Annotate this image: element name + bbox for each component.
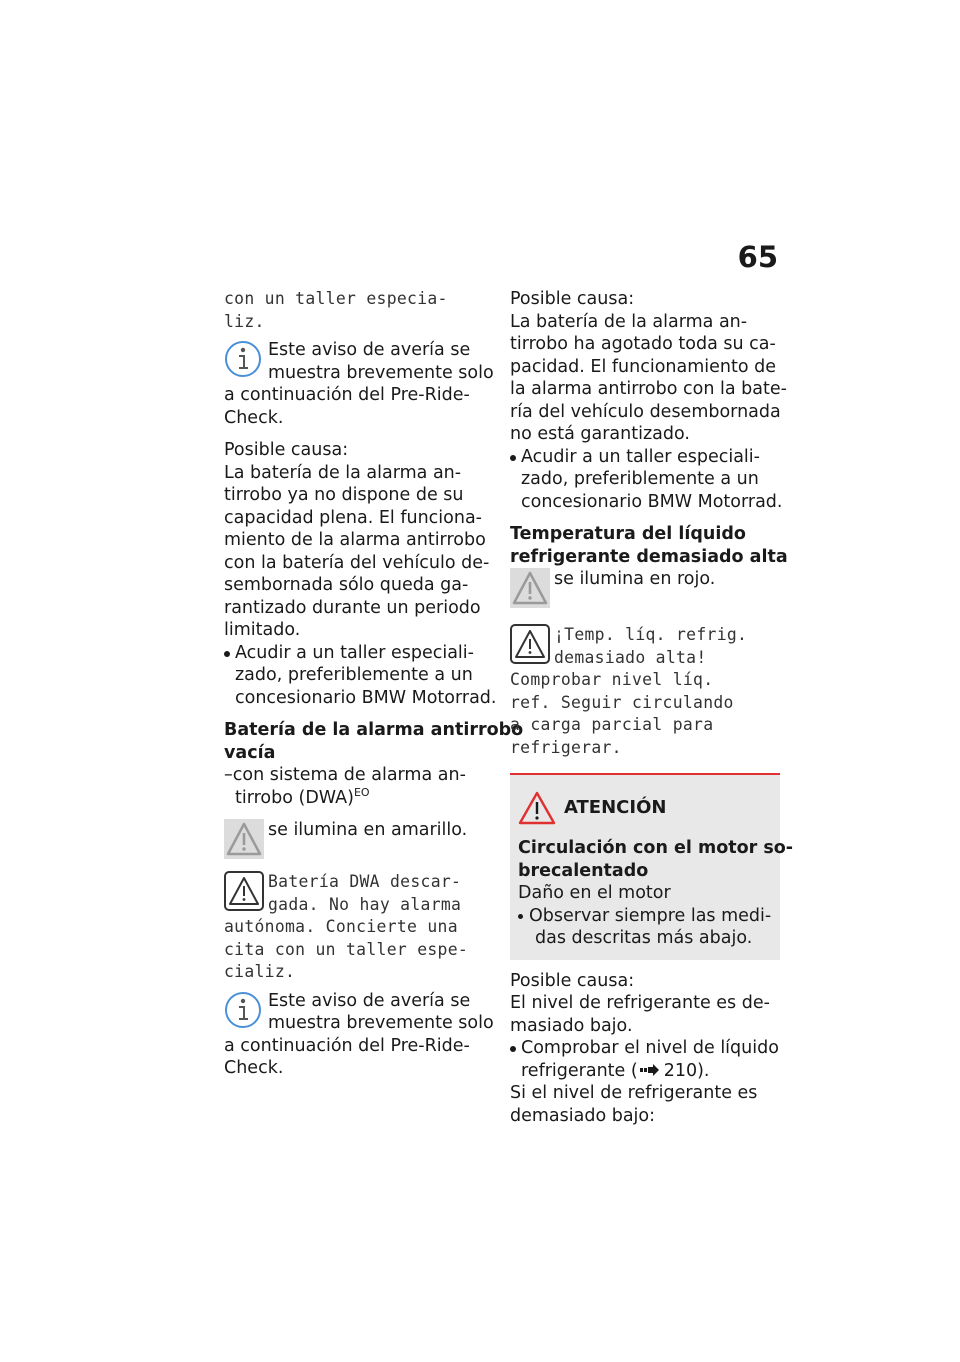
display-line: con un taller especia- xyxy=(224,289,448,308)
info-text-line: muestra brevemente solo xyxy=(268,1013,494,1033)
display-line: gada. No hay alarma xyxy=(268,894,462,914)
display-line: Comprobar nivel líq. xyxy=(510,670,714,689)
bullet-text-line: Acudir a un taller especiali- xyxy=(235,642,474,663)
cause-text-line: ría del vehículo desembornada xyxy=(510,401,781,422)
bullet-dot xyxy=(510,1046,516,1052)
page-number: 65 xyxy=(737,240,778,274)
bullet-text-part: refrigerante ( xyxy=(521,1060,638,1081)
display-message-1 xyxy=(224,288,494,333)
cause-label: Posible causa: xyxy=(510,289,635,309)
cause-label: Posible causa: xyxy=(224,440,349,460)
cause-text-line: El nivel de refrigerante es de- xyxy=(510,993,770,1013)
page-reference[interactable]: 210 xyxy=(663,1060,698,1081)
dash-item-line xyxy=(224,787,494,810)
bullet-text-line: zado, preferiblemente a un xyxy=(235,665,473,685)
cause-text-line: masiado bajo. xyxy=(510,1015,633,1036)
warning-light-text: se ilumina en amarillo. xyxy=(268,820,468,840)
cause-label: Posible causa: xyxy=(510,970,635,991)
bullet-text-line: Observar siempre las medi- xyxy=(529,905,772,926)
info-text-line: a continuación del Pre-Ride- xyxy=(224,1035,470,1056)
cause-text-line: tirrobo ha agotado toda su ca- xyxy=(510,334,776,354)
warning-icon xyxy=(224,871,264,911)
info-text-line: Este aviso de avería se xyxy=(268,990,471,1011)
notice-bullet xyxy=(518,905,772,950)
heading-line: Batería de la alarma antirrobo xyxy=(224,720,524,740)
display-line: ¡Temp. líq. refrig. xyxy=(554,625,748,644)
heading-line: refrigerante demasiado alta xyxy=(510,546,788,567)
info-icon xyxy=(224,339,262,379)
cause-text-line: miento de la alarma antirrobo xyxy=(224,530,486,550)
display-line: liz. xyxy=(224,311,265,331)
info-note-2 xyxy=(224,990,494,1080)
cause-text-line: La batería de la alarma an- xyxy=(224,462,462,483)
section-heading xyxy=(224,719,524,764)
cause-text-line: La batería de la alarma an- xyxy=(510,311,748,332)
bullet-dot xyxy=(518,914,523,919)
warning-light-icon xyxy=(224,819,264,859)
final-text xyxy=(510,1082,780,1127)
bullet-text-line: zado, preferiblemente a un xyxy=(521,469,759,489)
bullet-text-line xyxy=(510,1060,780,1083)
left-column xyxy=(224,288,524,1080)
bullet-item xyxy=(510,446,783,514)
attention-notice xyxy=(510,773,794,960)
cause-text-line: pacidad. El funcionamiento de xyxy=(510,356,776,377)
cause-block xyxy=(224,439,494,642)
heading-line: Temperatura del líquido xyxy=(510,524,746,544)
final-text-line: demasiado bajo: xyxy=(510,1105,656,1126)
cause-text-line: tirrobo ya no dispone de su xyxy=(224,485,464,505)
display-message-2 xyxy=(224,871,494,984)
warning-light-row xyxy=(224,819,494,865)
notice-subtitle-line: Circulación con el motor so- xyxy=(518,838,794,858)
display-line: demasiado alta! xyxy=(554,647,707,667)
bullet-dot xyxy=(510,455,516,461)
page-reference-arrow-icon xyxy=(640,1064,660,1076)
display-line: Batería DWA descar- xyxy=(268,872,462,891)
display-line: autónoma. Concierte una xyxy=(224,917,458,936)
display-line: a carga parcial para xyxy=(510,715,714,734)
notice-text xyxy=(518,882,772,905)
cause-text-line: limitado. xyxy=(224,620,301,640)
bullet-text-line: Comprobar el nivel de líquido xyxy=(521,1038,779,1058)
heading-line: vacía xyxy=(224,742,276,763)
cause-text-line: rantizado durante un periodo xyxy=(224,597,481,618)
final-text-line: Si el nivel de refrigerante es xyxy=(510,1083,758,1103)
info-text-line: muestra brevemente solo xyxy=(268,362,494,383)
cause-text-line: con la batería del vehículo de- xyxy=(224,552,490,573)
info-text-line: Este aviso de avería se xyxy=(268,340,471,360)
warning-light-icon xyxy=(510,568,550,608)
display-line: refrigerar. xyxy=(510,737,622,757)
cause-text-line: sembornada sólo queda ga- xyxy=(224,575,469,595)
display-line: cializ. xyxy=(224,962,296,981)
dash-item xyxy=(224,764,494,809)
cause-text-line: no está garantizado. xyxy=(510,424,690,444)
bullet-item xyxy=(510,1037,780,1082)
display-line: cita con un taller espe- xyxy=(224,939,469,959)
info-text-line: Check. xyxy=(224,407,284,428)
notice-title: ATENCIÓN xyxy=(564,796,667,818)
bullet-text-line: concesionario BMW Motorrad. xyxy=(521,491,783,512)
bullet-item xyxy=(224,642,497,710)
dash-item-text: tirrobo (DWA) xyxy=(235,787,354,808)
section-heading xyxy=(510,523,788,568)
right-column xyxy=(510,288,794,1127)
display-line: ref. Seguir circulando xyxy=(510,692,734,712)
dash-item-line: –con sistema de alarma an- xyxy=(224,765,466,785)
notice-text-line: Daño en el motor xyxy=(518,883,671,903)
cause-text-line: la alarma antirrobo con la bate- xyxy=(510,379,787,399)
cause-block-2 xyxy=(510,970,780,1038)
attention-icon xyxy=(518,791,556,825)
notice-title-row xyxy=(518,791,772,825)
equipment-code: EO xyxy=(353,785,370,799)
warning-icon xyxy=(510,624,550,664)
bullet-text-line: concesionario BMW Motorrad. xyxy=(235,687,497,708)
warning-light-row xyxy=(510,568,780,614)
bullet-dot xyxy=(224,651,230,657)
info-icon xyxy=(224,990,262,1030)
info-text-line: Check. xyxy=(224,1058,284,1078)
bullet-text-part: ). xyxy=(697,1060,710,1081)
bullet-text-line: das descritas más abajo. xyxy=(535,928,753,948)
bullet-text-line: Acudir a un taller especiali- xyxy=(521,446,760,467)
warning-light-text: se ilumina en rojo. xyxy=(554,569,716,589)
notice-subtitle xyxy=(518,837,794,882)
info-note-1 xyxy=(224,339,494,429)
notice-subtitle-line: brecalentado xyxy=(518,860,649,881)
cause-text-line: capacidad plena. El funciona- xyxy=(224,507,482,528)
cause-block xyxy=(510,288,787,446)
info-text-line: a continuación del Pre-Ride- xyxy=(224,385,470,405)
display-message-3 xyxy=(510,624,780,759)
